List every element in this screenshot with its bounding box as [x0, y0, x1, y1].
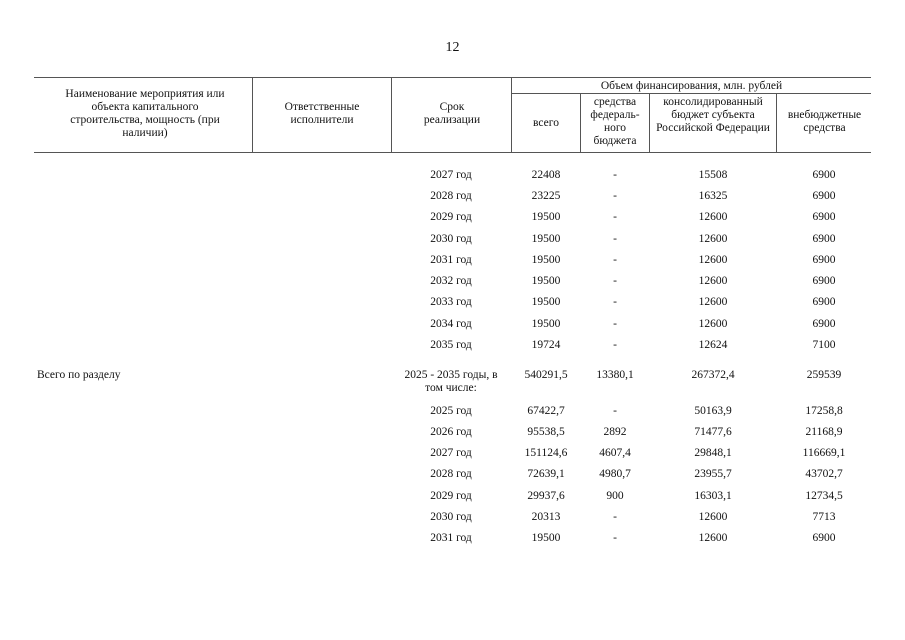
cell-federal: - [613, 233, 617, 245]
cell-regional: 16303,1 [694, 490, 732, 502]
cell-federal: - [613, 405, 617, 417]
cell-offbudget: 6900 [812, 318, 836, 330]
cell-offbudget: 6900 [812, 211, 836, 223]
cell-offbudget: 6900 [812, 275, 836, 287]
cell-offbudget: 6900 [812, 532, 836, 544]
cell-total: 151124,6 [524, 447, 568, 459]
cell-federal: - [613, 532, 617, 544]
cell-label: Всего по разделу [37, 369, 121, 381]
cell-offbudget: 12734,5 [805, 490, 843, 502]
header-offbudget: внебюджетные средства [787, 109, 862, 134]
cell-offbudget: 6900 [812, 169, 836, 181]
cell-regional: 12600 [698, 532, 728, 544]
cell-total: 540291,5 [524, 369, 568, 381]
header-funding: Объем финансирования, млн. рублей [600, 80, 783, 92]
cell-regional: 12624 [698, 339, 728, 351]
cell-total: 29937,6 [527, 490, 565, 502]
header-regional: консолидированный бюджет субъекта Российской Федерации [656, 96, 770, 134]
cell-regional: 12600 [698, 233, 728, 245]
cell-total: 95538,5 [527, 426, 565, 438]
cell-offbudget: 6900 [812, 296, 836, 308]
header-name: Наименование мероприятия или объекта капитального строительства, мощность (при наличии) [65, 88, 225, 139]
cell-offbudget: 6900 [812, 190, 836, 202]
cell-federal: - [613, 211, 617, 223]
cell-term: 2025 - 2035 годы, в том числе: [404, 369, 498, 394]
cell-term: 2031 год [430, 532, 472, 544]
cell-term: 2030 год [430, 233, 472, 245]
cell-regional: 12600 [698, 318, 728, 330]
divider-after-name [252, 77, 253, 153]
cell-total: 19500 [531, 532, 561, 544]
cell-offbudget: 6900 [812, 254, 836, 266]
divider-after-regional [776, 93, 777, 153]
cell-offbudget: 7713 [812, 511, 836, 523]
cell-total: 22408 [531, 169, 561, 181]
cell-federal: - [613, 339, 617, 351]
cell-term: 2027 год [430, 169, 472, 181]
cell-total: 23225 [531, 190, 561, 202]
header-term: Срок реализации [423, 101, 481, 126]
divider-after-total [580, 93, 581, 153]
cell-federal: - [613, 296, 617, 308]
cell-total: 72639,1 [527, 468, 565, 480]
cell-federal: - [613, 254, 617, 266]
cell-regional: 15508 [698, 169, 728, 181]
cell-total: 19500 [531, 318, 561, 330]
cell-offbudget: 21168,9 [805, 426, 843, 438]
divider-after-federal [649, 93, 650, 153]
cell-total: 19500 [531, 233, 561, 245]
cell-term: 2029 год [430, 490, 472, 502]
page-number: 12 [445, 40, 460, 55]
cell-term: 2033 год [430, 296, 472, 308]
header-bottom-rule [34, 152, 871, 153]
cell-offbudget: 7100 [812, 339, 836, 351]
cell-regional: 50163,9 [694, 405, 732, 417]
header-federal: средства федераль-ного бюджета [590, 96, 640, 147]
cell-total: 20313 [531, 511, 561, 523]
cell-offbudget: 259539 [806, 369, 842, 381]
cell-regional: 12600 [698, 275, 728, 287]
cell-regional: 29848,1 [694, 447, 732, 459]
cell-total: 67422,7 [527, 405, 565, 417]
cell-regional: 23955,7 [694, 468, 732, 480]
cell-offbudget: 17258,8 [805, 405, 843, 417]
cell-term: 2026 год [430, 426, 472, 438]
cell-total: 19500 [531, 296, 561, 308]
cell-regional: 71477,6 [694, 426, 732, 438]
cell-federal: - [613, 318, 617, 330]
cell-federal: - [613, 190, 617, 202]
cell-term: 2025 год [430, 405, 472, 417]
cell-term: 2035 год [430, 339, 472, 351]
cell-regional: 267372,4 [691, 369, 735, 381]
cell-federal: 4980,7 [599, 468, 631, 480]
cell-term: 2034 год [430, 318, 472, 330]
cell-term: 2029 год [430, 211, 472, 223]
cell-total: 19500 [531, 254, 561, 266]
cell-federal: 900 [606, 490, 624, 502]
cell-term: 2028 год [430, 190, 472, 202]
cell-term: 2032 год [430, 275, 472, 287]
funding-subheader-rule [511, 93, 871, 94]
header-total: всего [533, 117, 559, 129]
cell-offbudget: 6900 [812, 233, 836, 245]
cell-federal: - [613, 511, 617, 523]
divider-after-responsible [391, 77, 392, 153]
cell-term: 2027 год [430, 447, 472, 459]
cell-regional: 12600 [698, 254, 728, 266]
cell-federal: 2892 [603, 426, 627, 438]
cell-regional: 12600 [698, 211, 728, 223]
cell-term: 2028 год [430, 468, 472, 480]
cell-total: 19724 [531, 339, 561, 351]
cell-federal: - [613, 169, 617, 181]
cell-term: 2030 год [430, 511, 472, 523]
header-responsible: Ответственные исполнители [284, 101, 360, 126]
cell-federal: 4607,4 [599, 447, 631, 459]
cell-term: 2031 год [430, 254, 472, 266]
cell-offbudget: 43702,7 [805, 468, 843, 480]
cell-regional: 12600 [698, 296, 728, 308]
cell-total: 19500 [531, 275, 561, 287]
cell-federal: 13380,1 [596, 369, 634, 381]
cell-federal: - [613, 275, 617, 287]
cell-total: 19500 [531, 211, 561, 223]
cell-regional: 12600 [698, 511, 728, 523]
cell-regional: 16325 [698, 190, 728, 202]
header-top-rule [34, 77, 871, 78]
cell-offbudget: 116669,1 [802, 447, 846, 459]
